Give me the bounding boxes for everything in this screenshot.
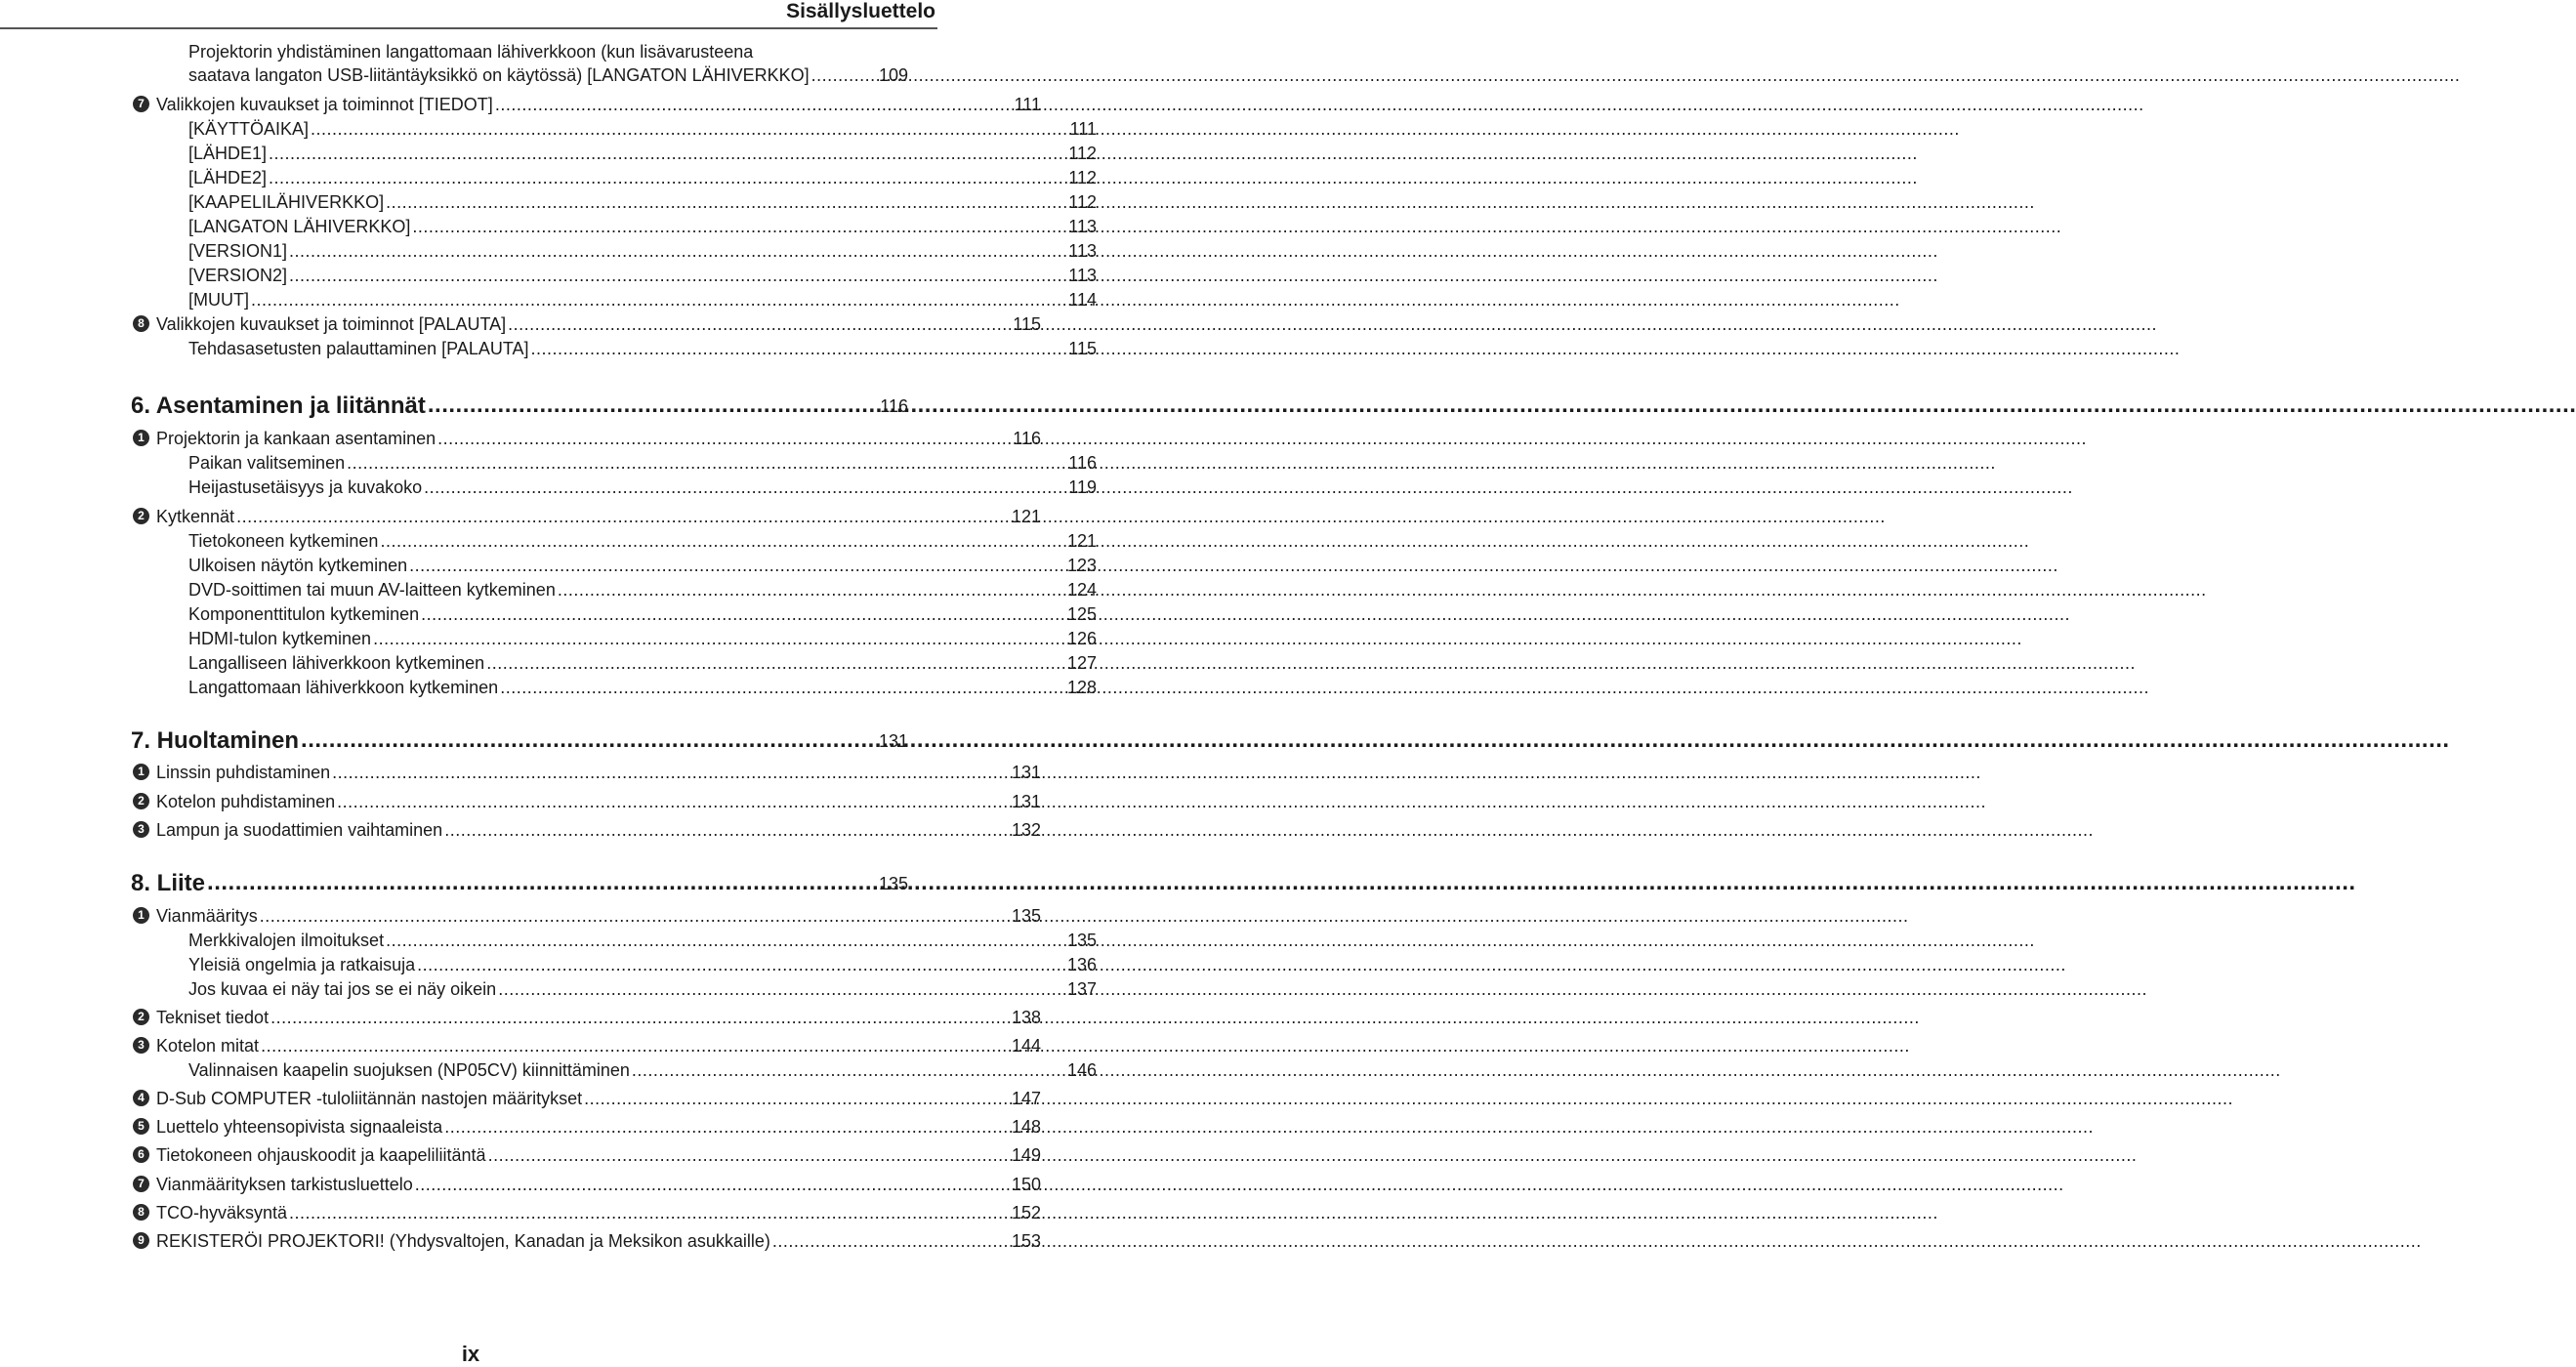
toc-entry-page: 135 <box>878 874 908 893</box>
toc-entry[interactable] <box>0 1056 1097 1081</box>
toc-entry-text: Linssin puhdistaminen <box>156 763 331 782</box>
toc-entry-text: REKISTERÖI PROJEKTORI! (Yhdysvaltojen, Kanadan ja Meksikon asukkaille) <box>156 1231 770 1251</box>
toc-entry-text: Kytkennät <box>156 507 235 526</box>
dot-leader <box>289 265 1066 286</box>
dot-leader <box>207 876 877 897</box>
dot-leader <box>488 1144 1010 1166</box>
toc-entry[interactable] <box>0 866 908 897</box>
toc-entry-text: [VERSION2] <box>188 266 288 285</box>
toc-entry-page: 116 <box>880 396 908 416</box>
toc-entry[interactable] <box>0 551 1097 576</box>
toc-entry-page: 121 <box>1011 507 1041 526</box>
dot-leader <box>251 289 1066 311</box>
toc-entry[interactable] <box>0 1198 1041 1223</box>
toc-entry-text: Langattomaan lähiverkkoon kytkeminen <box>188 678 499 697</box>
toc-entry-text: Merkkivalojen ilmoitukset <box>188 931 385 950</box>
dot-leader <box>772 1230 1010 1252</box>
toc-entry[interactable] <box>0 926 1097 951</box>
toc-entry-text: [KÄYTTÖAIKA] <box>188 119 310 139</box>
toc-entry[interactable] <box>0 1140 1041 1166</box>
toc-entry[interactable] <box>0 90 1041 115</box>
toc-entry-text: Tietokoneen ohjauskoodit ja kaapeliliitäntä <box>156 1145 486 1165</box>
toc-entry-page: 149 <box>1011 1145 1041 1165</box>
toc-entry-page: 131 <box>1011 792 1041 811</box>
toc-entry-text: Heijastusetäisyys ja kuvakoko <box>188 477 423 497</box>
toc-entry-page: 126 <box>1066 629 1097 648</box>
section-number-badge: 2 <box>133 508 149 524</box>
toc-entry-text: Kotelon puhdistaminen <box>156 792 336 811</box>
toc-entry-text: Yleisiä ongelmia ja ratkaisuja <box>188 955 416 974</box>
dot-leader <box>500 677 1065 698</box>
toc-entry-text: Kotelon mitat <box>156 1036 260 1056</box>
dot-leader <box>261 1035 1010 1056</box>
dot-leader <box>424 476 1066 498</box>
dot-leader <box>415 1174 1010 1195</box>
section-number-badge: 3 <box>133 1037 149 1054</box>
toc-entry-page: 152 <box>1011 1203 1041 1222</box>
toc-entry[interactable] <box>0 526 1097 552</box>
dot-leader <box>269 167 1066 188</box>
toc-entry[interactable] <box>0 673 1097 698</box>
section-number-badge: 8 <box>133 1204 149 1221</box>
toc-entry-text: [LÄHDE2] <box>188 168 268 187</box>
dot-leader <box>421 603 1065 625</box>
toc-entry[interactable] <box>0 285 1097 311</box>
toc-entry-page: 113 <box>1068 266 1097 285</box>
dot-leader <box>386 191 1066 213</box>
dot-leader <box>386 930 1065 951</box>
dot-leader <box>337 791 1010 812</box>
toc-entry-page: 115 <box>1013 314 1041 334</box>
dot-leader <box>508 313 1011 335</box>
toc-entry[interactable] <box>0 600 1097 625</box>
toc-entry[interactable] <box>0 648 1097 674</box>
dot-leader <box>444 819 1010 841</box>
toc-entry[interactable] <box>0 310 1041 335</box>
toc-entry[interactable] <box>0 974 1097 1000</box>
toc-entry[interactable] <box>0 448 1097 474</box>
toc-entry[interactable] <box>0 901 1041 927</box>
toc-entry-page: 113 <box>1068 241 1097 261</box>
toc-entry[interactable] <box>0 758 1041 783</box>
toc-entry-text: TCO-hyväksyntä <box>156 1203 288 1222</box>
dot-leader <box>311 118 1068 140</box>
toc-entry-page: 127 <box>1066 653 1097 673</box>
toc-entry-page: 137 <box>1066 979 1097 999</box>
toc-entry[interactable] <box>0 473 1097 498</box>
dot-leader <box>531 338 1067 359</box>
toc-entry-text: Vianmääritys <box>156 906 258 926</box>
toc-entry-text: [MUUT] <box>188 290 249 310</box>
toc-entry-page: 123 <box>1066 556 1097 575</box>
toc-entry-page: 131 <box>878 731 908 751</box>
toc-entry-text: Tietokoneen kytkeminen <box>188 531 379 551</box>
toc-entry-page: 150 <box>1011 1175 1041 1194</box>
toc-entry-page: 111 <box>1014 95 1041 114</box>
toc-entry-text: Lampun ja suodattimien vaihtaminen <box>156 820 443 840</box>
toc-entry-wrapped[interactable] <box>0 61 908 86</box>
toc-entry-wrapped-line1[interactable]: Projektorin yhdistäminen langattomaan lähiverkkoon (kun lisävarusteena <box>188 42 754 62</box>
dot-leader <box>380 530 1065 552</box>
toc-entry-text: Tekniset tiedot <box>156 1008 270 1027</box>
toc-entry-text: Ulkoisen näytön kytkeminen <box>188 556 408 575</box>
toc-entry[interactable] <box>0 1170 1041 1195</box>
toc-entry[interactable] <box>0 334 1097 359</box>
toc-entry-text: Tehdasasetusten palauttaminen [PALAUTA] <box>188 339 529 358</box>
dot-leader <box>332 762 1010 783</box>
dot-leader <box>495 94 1013 115</box>
toc-entry-page: 131 <box>1011 763 1041 782</box>
dot-leader <box>428 398 878 420</box>
toc-entry-page: 112 <box>1068 144 1097 163</box>
section-number-badge: 7 <box>133 96 149 112</box>
dot-leader <box>486 652 1065 674</box>
toc-entry-page: 135 <box>1011 906 1041 926</box>
dot-leader <box>270 1007 1010 1028</box>
toc-entry-page: 114 <box>1068 290 1097 310</box>
toc-entry-page: 111 <box>1069 119 1097 139</box>
toc-entry-text: Valinnaisen kaapelin suojuksen (NP05CV) kiinnittäminen <box>188 1060 630 1080</box>
toc-entry[interactable] <box>0 389 908 420</box>
toc-entry-page: 112 <box>1068 168 1097 187</box>
toc-entry[interactable] <box>0 139 1097 164</box>
toc-entry[interactable] <box>0 114 1097 140</box>
section-number-badge: 4 <box>133 1090 149 1106</box>
toc-entry-page: 116 <box>1068 453 1097 473</box>
toc-entry-page: 132 <box>1011 820 1041 840</box>
dot-leader <box>584 1088 1010 1109</box>
toc-entry[interactable] <box>0 212 1097 237</box>
dot-leader <box>236 506 1010 527</box>
toc-entry[interactable] <box>0 502 1041 527</box>
page-number: ix <box>461 1342 480 1366</box>
toc-entry[interactable] <box>0 815 1041 841</box>
dot-leader <box>412 216 1066 237</box>
toc-entry-page: 153 <box>1011 1231 1041 1251</box>
toc-entry-page: 135 <box>1066 931 1097 950</box>
toc-entry[interactable] <box>0 1112 1041 1138</box>
toc-entry[interactable] <box>0 236 1097 262</box>
dot-leader <box>347 452 1066 474</box>
toc-entry-text: Projektorin ja kankaan asentaminen <box>156 429 436 448</box>
chapter-title: 7. Huoltaminen <box>131 727 300 754</box>
dot-leader <box>260 905 1010 927</box>
toc-entry-page: 112 <box>1068 192 1097 212</box>
toc-entry-page: 109 <box>878 65 908 85</box>
section-number-badge: 8 <box>133 315 149 332</box>
page-header-title: Sisällysluettelo <box>786 0 935 22</box>
toc-entry-text: [VERSION1] <box>188 241 288 261</box>
dot-leader <box>632 1059 1065 1081</box>
toc-entry-text: DVD-soittimen tai muun AV-laitteen kytkeminen <box>188 580 556 600</box>
toc-entry-text: saatava langaton USB-liitäntäyksikkö on käytössä) [LANGATON LÄHIVERKKO] <box>188 65 810 85</box>
toc-entry-page: 146 <box>1066 1060 1097 1080</box>
section-number-badge: 5 <box>133 1118 149 1135</box>
toc-entry-page: 128 <box>1066 678 1097 697</box>
toc-entry-text: Valikkojen kuvaukset ja toiminnot [TIEDOT] <box>156 95 493 114</box>
header-rule <box>0 27 937 29</box>
toc-entry[interactable] <box>0 787 1041 812</box>
toc-entry-text: [LANGATON LÄHIVERKKO] <box>188 217 411 236</box>
section-number-badge: 1 <box>133 430 149 446</box>
toc-entry[interactable] <box>0 1084 1041 1109</box>
section-number-badge: 2 <box>133 1009 149 1025</box>
toc-entry-page: 121 <box>1066 531 1097 551</box>
toc-entry-page: 115 <box>1068 339 1097 358</box>
toc-entry-text: Langalliseen lähiverkkoon kytkeminen <box>188 653 485 673</box>
toc-entry-text: Valikkojen kuvaukset ja toiminnot [PALAUTA] <box>156 314 507 334</box>
toc-entry[interactable] <box>0 1003 1041 1028</box>
section-number-badge: 9 <box>133 1232 149 1249</box>
toc-entry-page: 116 <box>1013 429 1041 448</box>
toc-entry-page: 119 <box>1068 477 1097 497</box>
toc-entry-text: D-Sub COMPUTER -tuloliitännän nastojen määritykset <box>156 1089 583 1108</box>
toc-entry-page: 125 <box>1066 604 1097 624</box>
chapter-title: 8. Liite <box>131 870 206 896</box>
toc-entry-text: [LÄHDE1] <box>188 144 268 163</box>
section-number-badge: 7 <box>133 1176 149 1192</box>
dot-leader <box>558 579 1065 601</box>
toc-entry[interactable] <box>0 424 1041 449</box>
chapter-title: 6. Asentaminen ja liitännät <box>131 393 426 419</box>
dot-leader <box>289 240 1066 262</box>
toc-entry-page: 147 <box>1011 1089 1041 1108</box>
section-number-badge: 1 <box>133 764 149 780</box>
toc-entry[interactable] <box>0 950 1097 975</box>
dot-leader <box>373 628 1065 649</box>
dot-leader <box>289 1202 1010 1223</box>
dot-leader <box>409 555 1065 576</box>
toc-entry[interactable] <box>0 624 1097 649</box>
toc-entry-text: Paikan valitseminen <box>188 453 346 473</box>
toc-entry[interactable] <box>0 1031 1041 1056</box>
dot-leader <box>269 143 1066 164</box>
toc-entry-page: 144 <box>1011 1036 1041 1056</box>
section-number-badge: 6 <box>133 1146 149 1163</box>
toc-entry-page: 148 <box>1011 1117 1041 1137</box>
toc-entry[interactable] <box>0 163 1097 188</box>
toc-entry-text: [KAAPELILÄHIVERKKO] <box>188 192 385 212</box>
toc-entry-text: Jos kuvaa ei näy tai jos se ei näy oikein <box>188 979 497 999</box>
toc-entry-text: HDMI-tulon kytkeminen <box>188 629 372 648</box>
dot-leader <box>301 733 877 755</box>
dot-leader <box>437 428 1011 449</box>
toc-entry-page: 136 <box>1066 955 1097 974</box>
toc-entry-text: Komponenttitulon kytkeminen <box>188 604 420 624</box>
toc-entry-text: Vianmäärityksen tarkistusluettelo <box>156 1175 413 1194</box>
toc-entry[interactable] <box>0 187 1097 213</box>
toc-entry[interactable] <box>0 724 908 755</box>
toc-entry-page: 113 <box>1068 217 1097 236</box>
section-number-badge: 2 <box>133 793 149 809</box>
section-number-badge: 3 <box>133 821 149 838</box>
toc-entry-page: 138 <box>1011 1008 1041 1027</box>
toc-entry[interactable] <box>0 575 1097 601</box>
toc-entry-text: Luettelo yhteensopivista signaaleista <box>156 1117 443 1137</box>
toc-entry[interactable] <box>0 261 1097 286</box>
dot-leader <box>417 954 1065 975</box>
section-number-badge: 1 <box>133 907 149 924</box>
dot-leader <box>444 1116 1010 1138</box>
dot-leader <box>498 978 1065 1000</box>
dot-leader <box>811 64 877 86</box>
toc-entry-page: 124 <box>1066 580 1097 600</box>
toc-entry[interactable] <box>0 1226 1041 1252</box>
